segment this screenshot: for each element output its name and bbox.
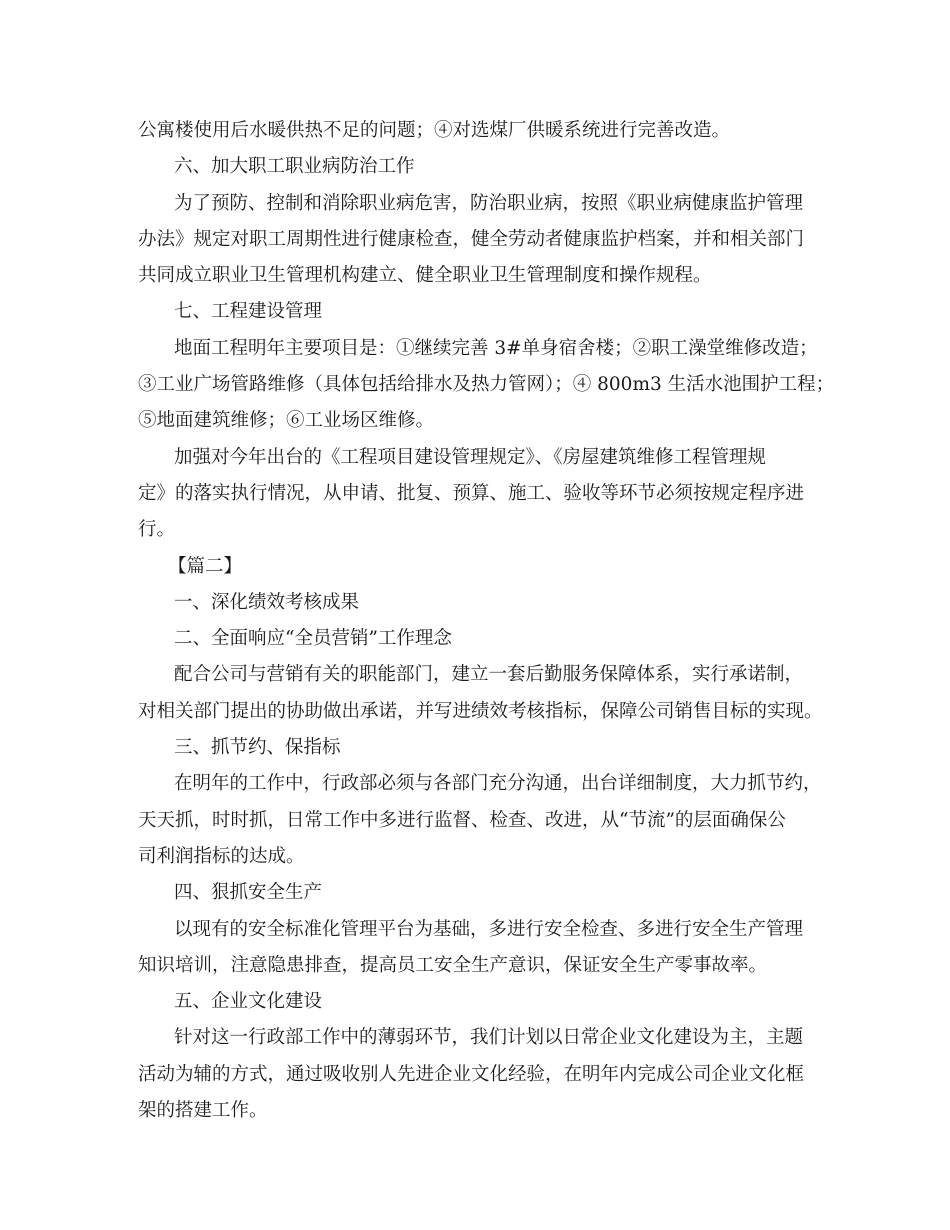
- text-line: 司利润指标的达成。: [138, 845, 305, 867]
- text-line: 公寓楼使用后水暖供热不足的问题；④对选煤厂供暖系统进行完善改造。: [138, 120, 731, 141]
- text-line: 行。: [138, 519, 176, 541]
- paragraph-first-line: 配合公司与营销有关的职能部门，建立一套后勤服务保障体系，实行承诺制，: [174, 664, 804, 686]
- document-body: [138, 113, 838, 1129]
- text-line: ③工业广场管路维修（具体包括给排水及热力管网）；④ 800m3 生活水池围护工程；: [138, 374, 835, 396]
- text-line: ⑤地面建筑维修；⑥工业场区维修。: [138, 410, 435, 432]
- section-heading: 六、加大职工职业病防治工作: [174, 156, 415, 178]
- part-marker: 【篇二】: [168, 555, 243, 577]
- paragraph-first-line: 在明年的工作中，行政部必须与各部门充分沟通，出台详细制度，大力抓节约，: [174, 773, 822, 795]
- section-heading: 五、企业文化建设: [174, 991, 323, 1013]
- section-heading: 七、工程建设管理: [174, 301, 323, 323]
- section-heading: 三、抓节约、保指标: [174, 737, 341, 759]
- section-heading: 一、深化绩效考核成果: [174, 591, 360, 613]
- text-line: 办法》规定对职工周期性进行健康检查，健全劳动者健康监护档案，并和相关部门: [138, 228, 805, 250]
- text-line: 知识培训，注意隐患排查，提高员工安全生产意识，保证安全生产零事故率。: [138, 954, 768, 976]
- paragraph-first-line: 加强对今年出台的《工程项目建设管理规定》、《房屋建筑维修工程管理规: [174, 446, 767, 468]
- text-line: 活动为辅的方式，通过吸收别人先进企业文化经验，在明年内完成公司企业文化框: [138, 1063, 805, 1085]
- text-line: 天天抓，时时抓，日常工作中多进行监督、检查、改进，从“节流”的层面确保公: [138, 809, 786, 831]
- text-line: 架的搭建工作。: [138, 1100, 268, 1122]
- paragraph-first-line: 为了预防、控制和消除职业病危害，防治职业病，按照《职业病健康监护管理: [174, 192, 804, 214]
- text-line: 对相关部门提出的协助做出承诺，并写进绩效考核指标，保障公司销售目标的实现。: [138, 700, 823, 722]
- paragraph-first-line: 以现有的安全标准化管理平台为基础，多进行安全检查、多进行安全生产管理: [174, 918, 804, 940]
- paragraph-first-line: 地面工程明年主要项目是：①继续完善 3#单身宿舍楼；②职工澡堂维修改造；: [174, 337, 818, 359]
- section-heading: 二、全面响应“全员营销”工作理念: [174, 628, 452, 650]
- text-line: 定》的落实执行情况，从申请、批复、预算、施工、验收等环节必须按规定程序进: [138, 482, 805, 504]
- text-line: 共同成立职业卫生管理机构建立、健全职业卫生管理制度和操作规程。: [138, 265, 712, 287]
- paragraph-first-line: 针对这一行政部工作中的薄弱环节，我们计划以日常企业文化建设为主，主题: [174, 1027, 804, 1049]
- section-heading: 四、狠抓安全生产: [174, 882, 323, 904]
